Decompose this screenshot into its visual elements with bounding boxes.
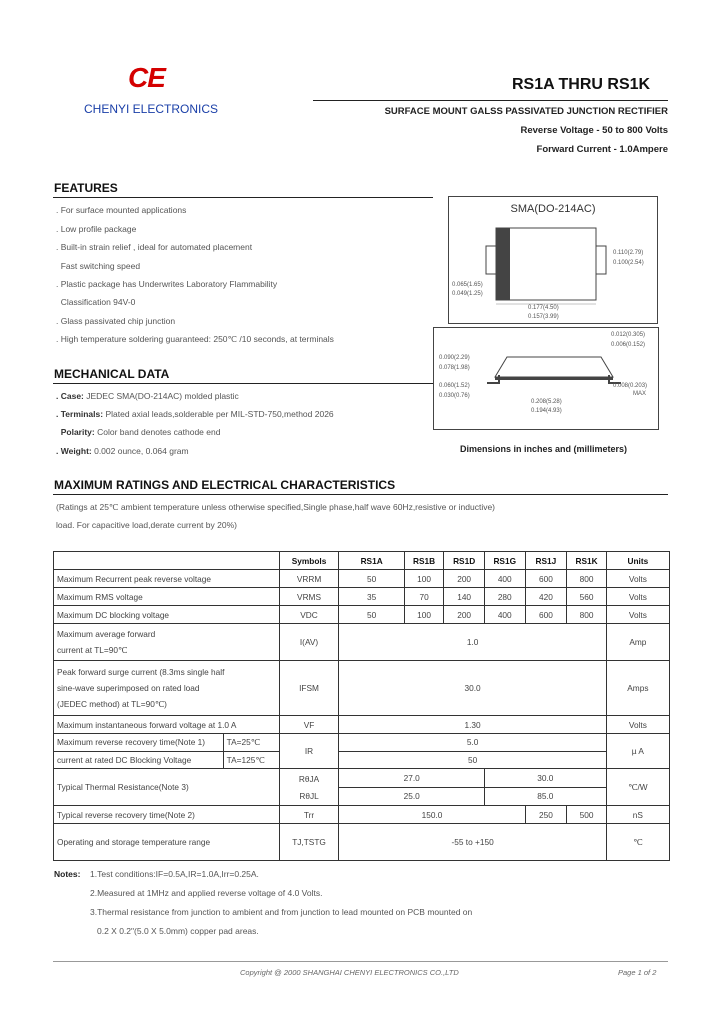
svg-text:0.177(4.50): 0.177(4.50) <box>528 305 559 311</box>
feature-item: . For surface mounted applications <box>56 205 187 215</box>
ratings-heading: MAXIMUM RATINGS AND ELECTRICAL CHARACTERISTICS <box>54 478 396 492</box>
svg-text:0.110(2.79): 0.110(2.79) <box>613 250 644 256</box>
svg-text:0.194(4.93): 0.194(4.93) <box>531 408 562 414</box>
note-item: 3.Thermal resistance from junction to ambient and from junction to lead mounted on PCB mounted on <box>90 907 473 917</box>
feature-item: . Plastic package has Underwrites Laboratory Flammability <box>56 279 278 289</box>
svg-text:0.078(1.98): 0.078(1.98) <box>439 365 470 371</box>
mech-item-terminals: . Terminals: Plated axial leads,solderable per MIL-STD-750,method 2026 <box>56 409 334 419</box>
mech-item-polarity: Polarity: Color band denotes cathode end <box>56 427 221 437</box>
footer-rule <box>53 961 668 962</box>
copyright: Copyright @ 2000 SHANGHAI CHENYI ELECTRONICS CO.,LTD <box>240 968 459 977</box>
feature-item: . Built-in strain relief , ideal for automated placement <box>56 242 253 252</box>
ratings-rule <box>53 494 668 495</box>
svg-text:0.090(2.29): 0.090(2.29) <box>439 355 470 361</box>
table-row: Peak forward surge current (8.3ms single half sine-wave superimposed on rated load (JEDEC method) at TL=90℃) IFSM 30.0 Amps <box>54 661 670 716</box>
feature-item: Classification 94V-0 <box>56 297 136 307</box>
table-row: Maximum reverse recovery time(Note 1) TA=25℃ current at rated DC Blocking Voltage TA=125℃ IR 5.0 50 µ A <box>54 734 670 769</box>
note-item: 1.Test conditions:IF=0.5A,IR=1.0A,Irr=0.25A. <box>90 869 259 879</box>
svg-text:MAX: MAX <box>633 391 647 397</box>
ratings-conditions: (Ratings at 25℃ ambient temperature unless otherwise specified,Single phase,half wave 60Hz,resistive or inductive) <box>56 502 496 512</box>
svg-text:0.060(1.52): 0.060(1.52) <box>439 383 470 389</box>
table-row: Maximum average forward current at TL=90℃ I(AV) 1.0 Amp <box>54 624 670 661</box>
mech-item-case: . Case: JEDEC SMA(DO-214AC) molded plastic <box>56 391 239 401</box>
table-row: Maximum instantaneous forward voltage at 1.0 A VF 1.30 Volts <box>54 716 670 734</box>
company-logo: CE <box>128 62 165 93</box>
table-row: Maximum DC blocking voltage VDC 50 100 200 400 600 800 Volts <box>54 606 670 624</box>
header-rule <box>313 100 668 101</box>
note-item: 0.2 X 0.2"(5.0 X 5.0mm) copper pad areas. <box>97 926 259 936</box>
svg-text:0.008(0.203): 0.008(0.203) <box>613 383 648 389</box>
svg-text:0.012(0.305): 0.012(0.305) <box>611 332 646 338</box>
mechanical-heading: MECHANICAL DATA <box>54 367 170 381</box>
reverse-voltage: Reverse Voltage - 50 to 800 Volts <box>520 125 668 136</box>
part-title: RS1A THRU RS1K <box>512 76 651 93</box>
svg-text:0.030(0.76): 0.030(0.76) <box>439 393 470 399</box>
table-row: Operating and storage temperature range TJ,TSTG -55 to +150 ℃ <box>54 824 670 861</box>
package-top-view <box>448 196 658 324</box>
note-item: 2.Measured at 1MHz and applied reverse voltage of 4.0 Volts. <box>90 888 323 898</box>
notes-label: Notes: <box>54 869 81 879</box>
dimensions-caption: Dimensions in inches and (millimeters) <box>460 444 628 454</box>
svg-text:0.049(1.25): 0.049(1.25) <box>452 291 483 297</box>
mech-item-weight: . Weight: 0.002 ounce, 0.064 gram <box>56 446 189 456</box>
page-number: Page 1 of 2 <box>618 968 657 977</box>
svg-text:0.208(5.28): 0.208(5.28) <box>531 399 562 405</box>
forward-current: Forward Current - 1.0Ampere <box>536 144 668 155</box>
ratings-table <box>53 551 670 861</box>
table-row: Maximum RMS voltage VRMS 35 70 140 280 420 560 Volts <box>54 588 670 606</box>
svg-text:0.100(2.54): 0.100(2.54) <box>613 260 644 266</box>
table-row: Typical reverse recovery time(Note 2) Trr 150.0 250 500 nS <box>54 806 670 824</box>
feature-item: . Low profile package <box>56 224 137 234</box>
features-heading: FEATURES <box>54 181 118 195</box>
package-side-view <box>433 327 659 430</box>
svg-text:0.006(0.152): 0.006(0.152) <box>611 342 646 348</box>
svg-text:0.065(1.65): 0.065(1.65) <box>452 282 483 288</box>
table-row: Typical Thermal Resistance(Note 3) RθJA RθJL 27.0 25.0 30.0 85.0 ℃/W <box>54 769 670 806</box>
package-name: SMA(DO-214AC) <box>510 203 596 215</box>
feature-item: . High temperature soldering guaranteed: 250℃ /10 seconds, at terminals <box>56 334 334 344</box>
features-rule <box>53 197 433 198</box>
ratings-conditions: load. For capacitive load,derate current by 20%) <box>56 520 237 530</box>
subtitle: SURFACE MOUNT GALSS PASSIVATED JUNCTION RECTIFIER <box>384 106 668 117</box>
feature-item: Fast switching speed <box>56 261 141 271</box>
feature-item: . Glass passivated chip junction <box>56 316 176 326</box>
mechanical-rule <box>53 383 433 384</box>
svg-text:0.157(3.99): 0.157(3.99) <box>528 314 559 320</box>
table-row: Maximum Recurrent peak reverse voltage VRRM 50 100 200 400 600 800 Volts <box>54 570 670 588</box>
company-name: CHENYI ELECTRONICS <box>84 102 219 116</box>
table-header-row: Symbols RS1A RS1B RS1D RS1G RS1J RS1K Units <box>54 552 670 570</box>
